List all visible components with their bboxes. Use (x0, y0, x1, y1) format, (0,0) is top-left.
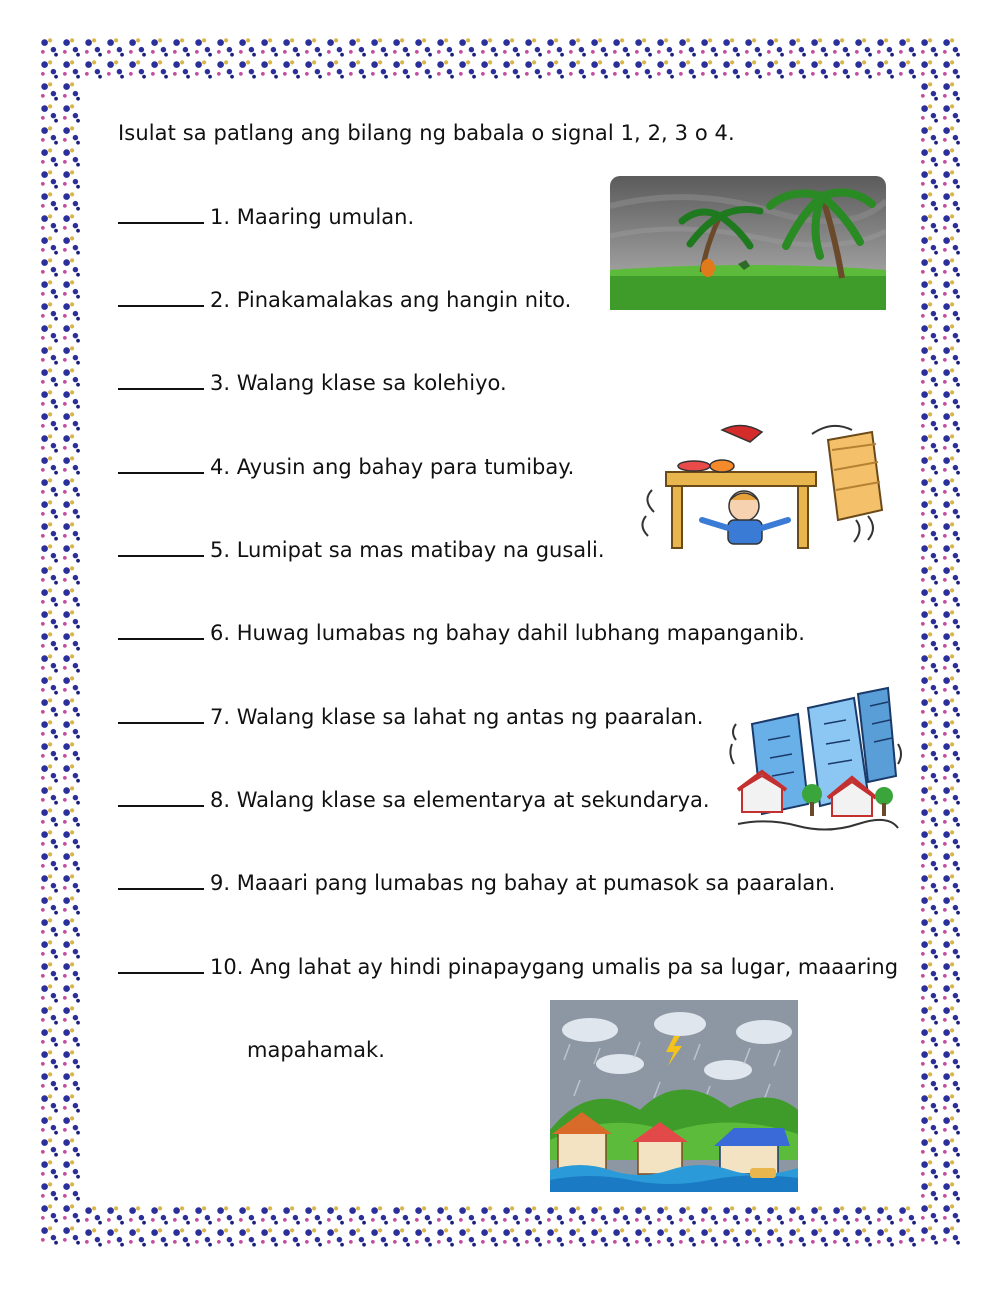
answer-blank-5[interactable] (118, 554, 204, 557)
question-item-4 (118, 455, 574, 479)
question-item-9 (118, 871, 835, 895)
question-item-10 (118, 955, 898, 979)
question-text-10-continuation: mapahamak. (247, 1038, 385, 1062)
question-item-8 (118, 788, 710, 812)
answer-blank-4[interactable] (118, 471, 204, 474)
question-text-8: 8. Walang klase sa elementarya at sekundarya. (210, 788, 710, 812)
question-item-7 (118, 705, 703, 729)
question-text-2: 2. Pinakamalakas ang hangin nito. (210, 288, 572, 312)
question-text-7: 7. Walang klase sa lahat ng antas ng paaralan. (210, 705, 704, 729)
question-item-5 (118, 538, 605, 562)
question-item-2 (118, 288, 571, 312)
flood-houses-icon (550, 1000, 798, 1192)
question-text-10: 10. Ang lahat ay hindi pinapaygang umalis pa sa lugar, maaaring (210, 955, 899, 979)
answer-blank-9[interactable] (118, 887, 204, 890)
answer-blank-3[interactable] (118, 387, 204, 390)
question-text-3: 3. Walang klase sa kolehiyo. (210, 371, 507, 395)
question-text-6: 6. Huwag lumabas ng bahay dahil lubhang mapanganib. (210, 621, 805, 645)
decorative-border-top (38, 36, 962, 80)
decorative-border-bottom (38, 1204, 962, 1248)
answer-blank-6[interactable] (118, 637, 204, 640)
question-text-9: 9. Maaari pang lumabas ng bahay at pumasok sa paaralan. (210, 871, 836, 895)
question-text-1: 1. Maaring umulan. (210, 205, 415, 229)
question-item-1 (118, 205, 414, 229)
storm-palm-trees-icon (610, 176, 886, 310)
question-item-6 (118, 621, 805, 645)
question-item-3 (118, 371, 507, 395)
answer-blank-8[interactable] (118, 804, 204, 807)
worksheet-instruction: Isulat sa patlang ang bilang ng babala o signal 1, 2, 3 o 4. (118, 121, 735, 145)
answer-blank-10[interactable] (118, 971, 204, 974)
answer-blank-2[interactable] (118, 304, 204, 307)
decorative-border-right (918, 36, 962, 1248)
earthquake-under-table-icon (632, 420, 888, 556)
question-text-5: 5. Lumipat sa mas matibay na gusali. (210, 538, 605, 562)
earthquake-buildings-icon (728, 684, 904, 836)
answer-blank-7[interactable] (118, 721, 204, 724)
question-text-4: 4. Ayusin ang bahay para tumibay. (210, 455, 575, 479)
decorative-border-left (38, 36, 84, 1248)
answer-blank-1[interactable] (118, 221, 204, 224)
